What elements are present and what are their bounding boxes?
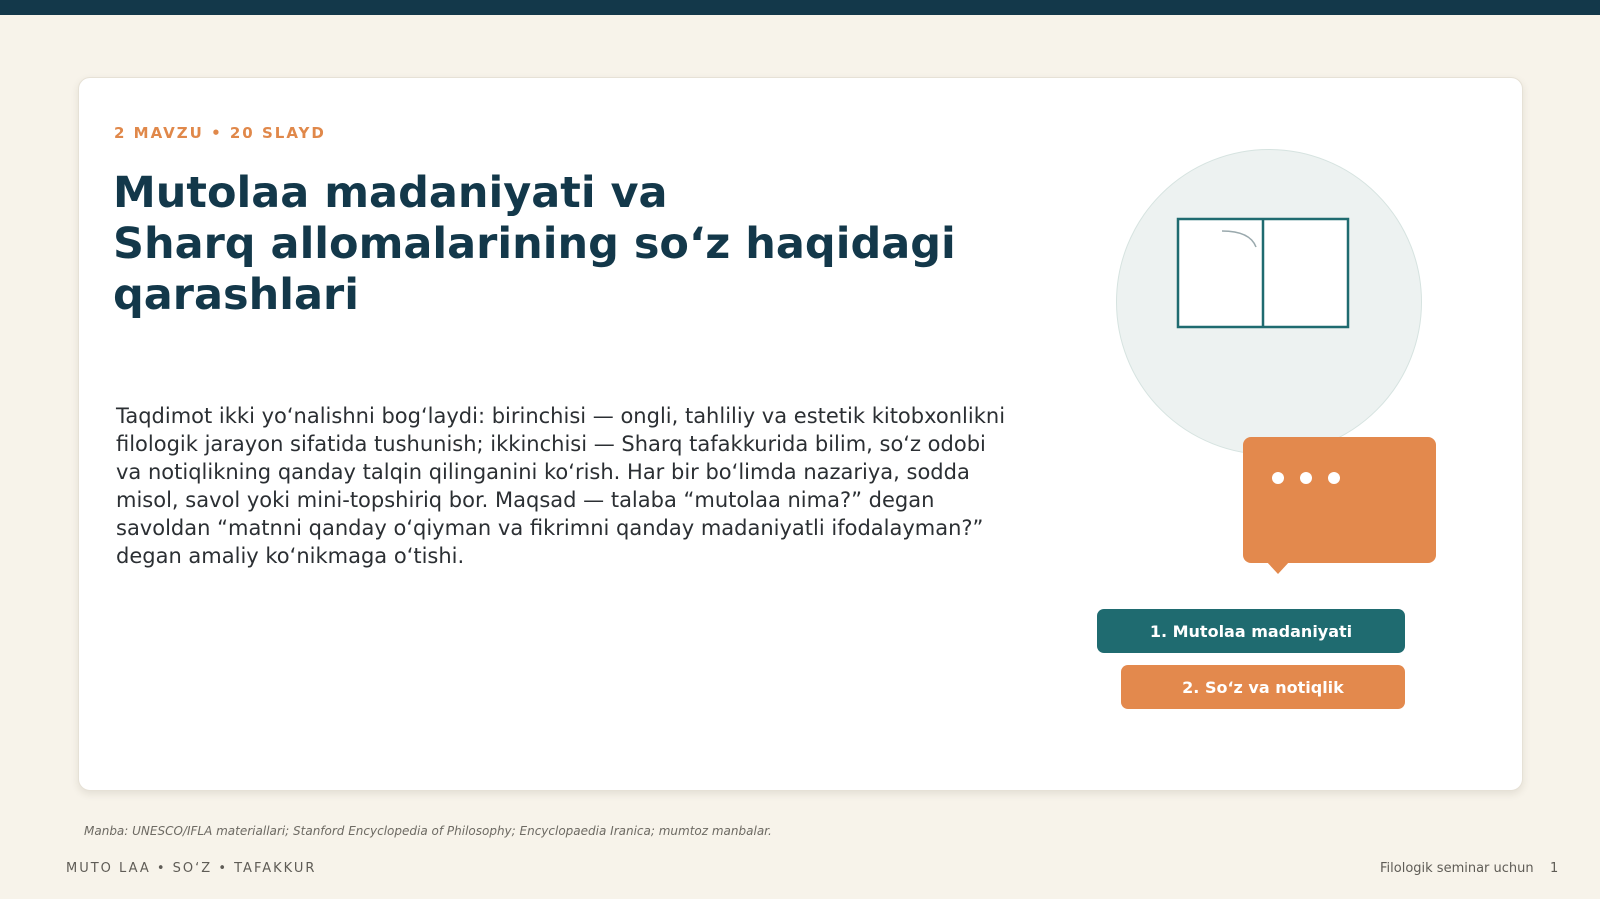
section-button-word-oratory[interactable]: 2. So‘z va notiqlik: [1121, 665, 1405, 709]
slide-title-line-2: Sharq allomalarining so‘z haqidagi: [113, 219, 956, 269]
footer-topic-label: MUTO LAA • SO‘Z • TAFAKKUR: [66, 861, 317, 876]
slide-title: [113, 168, 1013, 321]
speech-bubble-icon: [1243, 437, 1436, 563]
footer-audience-label: Filologik seminar uchun: [1380, 861, 1534, 876]
source-note: Manba: UNESCO/IFLA materiallari; Stanford Encyclopedia of Philosophy; Encyclopaedia Iranica; mumtoz manbalar.: [84, 824, 772, 838]
page-number: 1: [1550, 861, 1559, 876]
bubble-dot-icon: [1300, 472, 1312, 484]
bubble-dot-icon: [1272, 472, 1284, 484]
top-accent-bar: [0, 0, 1600, 15]
slide-title-line-3: qarashlari: [113, 270, 359, 320]
slide-kicker: 2 MAVZU • 20 SLAYD: [114, 124, 326, 142]
section-button-reading-culture[interactable]: 1. Mutolaa madaniyati: [1097, 609, 1405, 653]
bubble-dot-icon: [1328, 472, 1340, 484]
speech-bubble-tail: [1266, 561, 1290, 574]
open-book-icon: [1176, 217, 1352, 331]
slide-body-text: Taqdimot ikki yo‘nalishni bog‘laydi: birinchisi — ongli, tahliliy va estetik kitobxonlikni filologik jarayon sifatida tushunish; ikkinchisi — Sharq tafakkurida bilim, so‘z odobi va notiqlikning qanday talqin qilinganini ko‘rish. Har bir bo‘limda nazariya, sodda misol, savol yoki mini-topshiriq bor. Maqsad — talaba “mutolaa nima?” degan savoldan “matnni qanday o‘qiyman va fikrimni qanday madaniyatli ifodalayman?” degan amaliy ko‘nikmaga o‘tishi.: [116, 404, 1006, 568]
slide-title-line-1: Mutolaa madaniyati va: [113, 168, 668, 218]
